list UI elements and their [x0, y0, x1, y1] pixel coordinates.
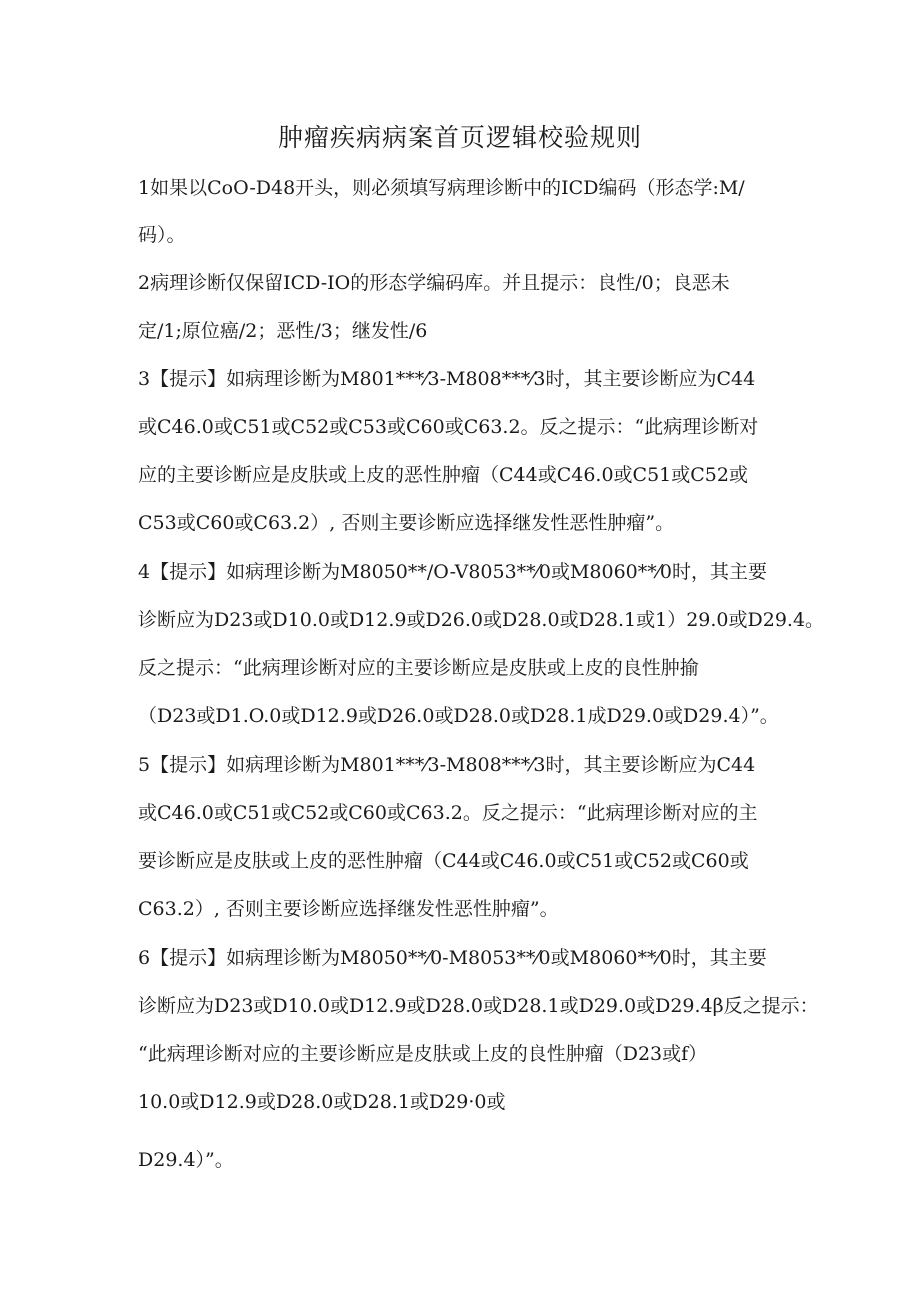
text-line: 1如果以CoO-D48开头，则必须填写病理诊断中的ICD编码（形态学:M/: [138, 177, 745, 199]
text-line: C53或C60或C63.2）, 否则主要诊断应选择继发性恶性肿瘤”。: [138, 512, 675, 534]
text-line: 诊断应为D23或D10.0或D12.9或D26.0或D28.0或D28.1或1）29.0或D29.4。: [138, 609, 825, 631]
text-line: 反之提示：“此病理诊断对应的主要诊断应是皮肤或上皮的良性肿揄: [138, 657, 699, 679]
text-line: 诊断应为D23或D10.0或D12.9或D28.0或D28.1或D29.0或D29.4β反之提示：: [138, 995, 819, 1017]
text-line: 3【提示】如病理诊断为M801***⁄3-M808***⁄3时，其主要诊断应为C44: [138, 368, 756, 390]
text-line: 要诊断应是皮肤或上皮的恶性肿瘤（C44或C46.0或C51或C52或C60或: [138, 850, 749, 872]
text-line: 10.0或D12.9或D28.0或D28.1或D29·0或: [138, 1091, 506, 1113]
text-line: 5【提示】如病理诊断为M801***⁄3-M808***⁄3时，其主要诊断应为C44: [138, 754, 756, 776]
text-line: 2病理诊断仅保留ICD-IO的形态学编码库。并且提示：良性/0；良恶未: [138, 272, 730, 294]
text-line: 或C46.0或C51或C52或C60或C63.2。反之提示：“此病理诊断对应的主: [138, 802, 758, 824]
text-line: 4【提示】如病理诊断为M8050**/O-V8053**⁄0或M8060**⁄0时，其主要: [138, 561, 768, 583]
text-line: D29.4）”。: [138, 1149, 234, 1171]
text-line: （D23或D1.O.0或D12.9或D26.0或D28.0或D28.1成D29.0或D29.4）”。: [138, 705, 779, 727]
document-title: 肿瘤疾病病案首页逻辑校验规则: [277, 123, 642, 152]
text-line: 6【提示】如病理诊断为M8050**⁄0-M8053**⁄0或M8060**⁄0时，其主要: [138, 947, 767, 969]
text-line: 码）。: [138, 224, 186, 246]
text-line: 定/1;原位癌/2；恶性/3；继发性/6: [138, 320, 428, 342]
text-line: C63.2）, 否则主要诊断应选择继发性恶性肿瘤”。: [138, 898, 559, 920]
text-line: 应的主要诊断应是皮肤或上皮的恶性肿瘤（C44或C46.0或C51或C52或: [138, 464, 748, 486]
text-line: “此病理诊断对应的主要诊断应是皮肤或上皮的良性肿瘤（D23或f）: [138, 1043, 708, 1065]
text-line: 或C46.0或C51或C52或C53或C60或C63.2。反之提示：“此病理诊断对: [138, 416, 759, 438]
